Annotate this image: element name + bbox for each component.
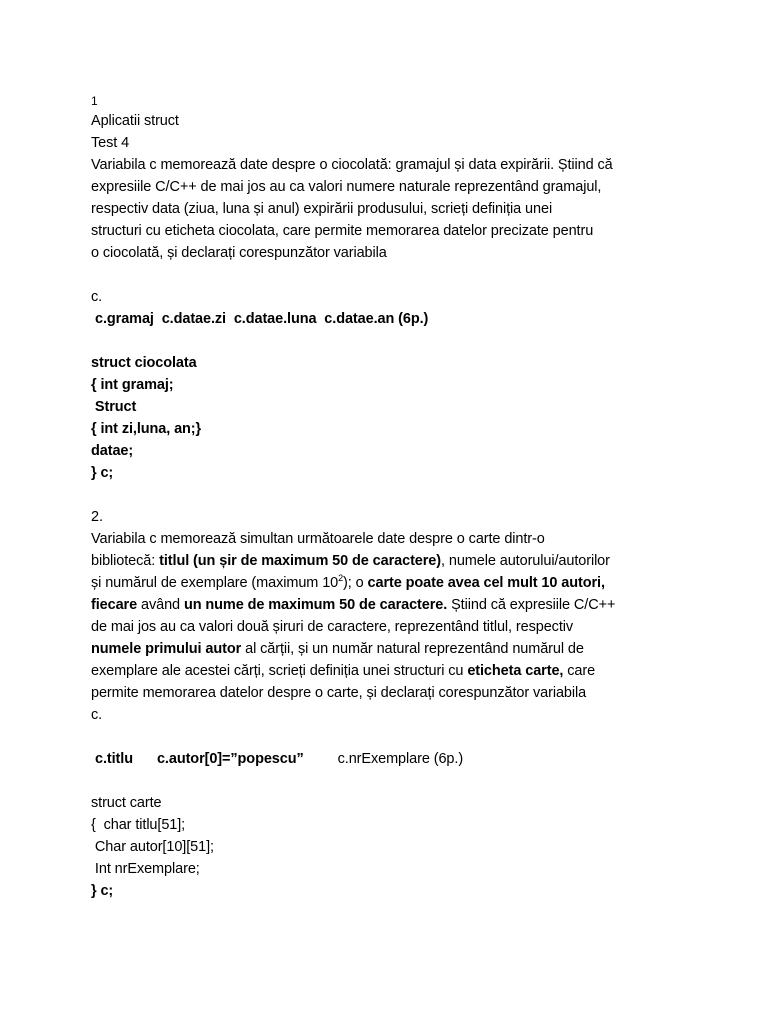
code-line: } c; — [91, 465, 114, 481]
code-line: Char autor[10][51]; — [91, 839, 214, 855]
problem-2-line: și numărul de exemplare (maximum $10^2$); o carte poate avea cel mult 10 autori, — [91, 573, 605, 591]
problem-2-line: fiecare având un nume de maximum 50 de caractere. Știind că expresiile C/C++ — [91, 597, 616, 613]
problem-1-line: structuri cu eticheta ciocolata, care permite memorarea datelor precizate pentru — [91, 223, 594, 239]
document-subtitle: Test 4 — [91, 135, 130, 151]
problem-1-code — [91, 352, 731, 484]
code-line: struct carte — [91, 795, 162, 811]
problem-2-line: bibliotecă: titlul (un șir de maximum 50 de caractere), numele autorului/autorilor — [91, 553, 610, 569]
problem-2-number: 2. — [91, 509, 103, 525]
code-line: datae; — [91, 443, 134, 459]
problem-2-line: permite memorarea datelor despre o carte, și declarați corespunzător variabila — [91, 685, 587, 701]
problem-1-line: respectiv data (ziua, luna și anul) expirării produsului, scrieți definiția unei — [91, 201, 553, 217]
problem-1 — [91, 154, 731, 484]
document-title: Aplicatii struct — [91, 113, 179, 129]
problem-2-line: Variabila c memorează simultan următoarele date despre o carte dintr-o — [91, 531, 545, 547]
problem-2-line: numele primului autor al cărții, și un număr natural reprezentând numărul de — [91, 641, 584, 657]
problem-1-line: Variabila c memorează date despre o ciocolată: gramajul și data expirării. Știind că — [91, 157, 613, 173]
expr-copies: c.nrExemplare (6p.) — [337, 751, 464, 767]
code-line: struct ciocolata — [91, 355, 197, 371]
page-number: 1 — [91, 94, 98, 108]
problem-2-expressions — [91, 748, 731, 770]
problem-2 — [91, 506, 731, 902]
problem-1-line: expresiile C/C++ de mai jos au ca valori numere naturale reprezentând gramajul, — [91, 179, 602, 195]
problem-1-expressions: c.gramaj c.datae.zi c.datae.luna c.datae.an (6p.) — [95, 311, 429, 327]
code-line: { char titlu[51]; — [91, 817, 186, 833]
problem-2-variable: c. — [91, 707, 103, 723]
code-line: { int gramaj; — [91, 377, 174, 393]
expr-title: c.titlu — [95, 751, 133, 767]
problem-2-code — [91, 792, 731, 902]
problem-1-line: o ciocolată, și declarați corespunzător variabila — [91, 245, 387, 261]
problem-2-line: exemplare ale acestei cărți, scrieți definiția unei structuri cu eticheta carte, care — [91, 663, 596, 679]
code-line: { int zi,luna, an;} — [91, 421, 202, 437]
code-line: Struct — [91, 399, 137, 415]
problem-2-line: de mai jos au ca valori două șiruri de caractere, reprezentând titlul, respectiv — [91, 619, 574, 635]
document-page — [91, 92, 731, 902]
expr-author: c.autor[0]=”popescu” — [156, 751, 304, 767]
code-line: } c; — [91, 883, 114, 899]
problem-1-variable: c. — [91, 289, 103, 305]
code-line: Int nrExemplare; — [91, 861, 200, 877]
